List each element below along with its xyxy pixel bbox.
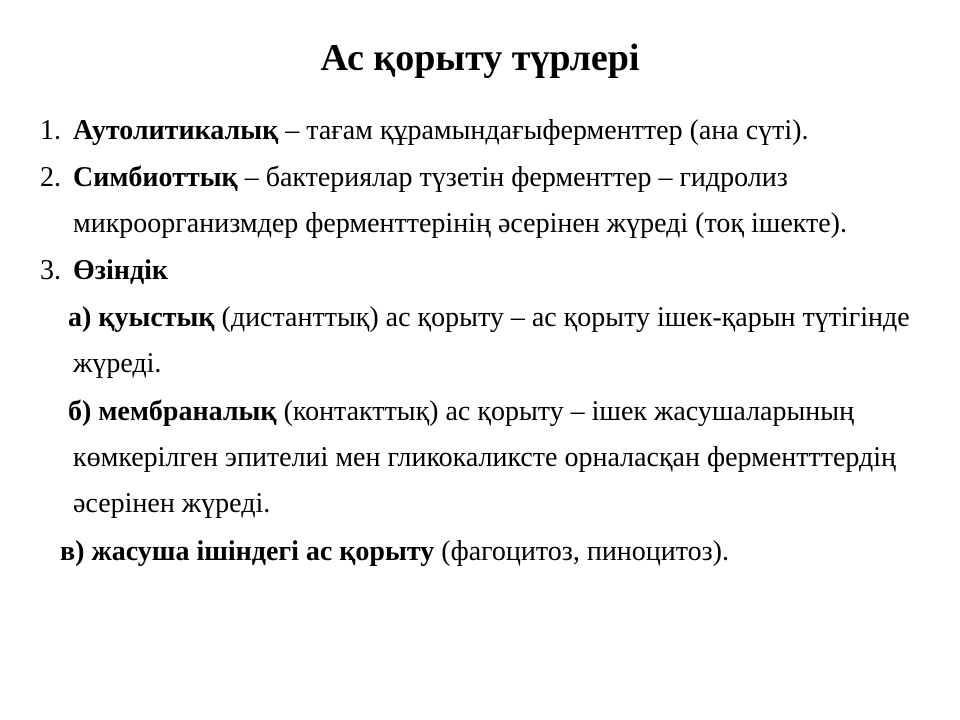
subitem-term: в) жасуша ішіндегі ас қорыту (60, 536, 435, 567)
subitem-cavity (40, 295, 920, 387)
list-term: Симбиоттық (73, 162, 238, 193)
list-item-own (40, 248, 920, 294)
subitem-text (68, 389, 920, 527)
subitem-text (60, 529, 920, 575)
list-term: Өзіндік (73, 255, 169, 286)
list-description: – бактериялар түзетін ферменттер – гидролиз микроорганизмдер ферменттерінің әсерінен жүреді (тоқ ішекте). (73, 162, 847, 239)
subitem-description: (контакттық) ас қорыту – ішек жасушаларының көмкерілген эпителиі мен гликокаликсте орналасқан ферментттердің әсерінен жүреді. (73, 396, 897, 519)
list-number: 2. (40, 162, 61, 193)
subitem-term: б) мембраналық (68, 396, 277, 427)
subitem-intracellular (40, 529, 920, 575)
subitem-membrane (40, 389, 920, 527)
list-term: Аутолитикалық (73, 115, 279, 146)
slide-title: Ас қорыту түрлері (320, 37, 640, 79)
list-number: 3. (40, 255, 61, 286)
subitem-description: (дистанттық) ас қорыту – ас қорыту ішек-қарын түтігінде жүреді. (73, 302, 910, 379)
subitem-description: (фагоцитоз, пиноцитоз). (434, 536, 730, 567)
list-item-text (73, 155, 920, 247)
subitem-term: а) қуыстық (68, 302, 215, 333)
list-item-text (73, 108, 920, 154)
slide-content (40, 108, 920, 577)
subitem-text (68, 295, 920, 387)
list-item-symbiotic (40, 155, 920, 247)
list-number: 1. (40, 115, 61, 146)
list-item-autolytic (40, 108, 920, 154)
list-item-text (73, 248, 920, 294)
list-description: – тағам құрамындағыферменттер (ана сүті). (278, 115, 809, 146)
